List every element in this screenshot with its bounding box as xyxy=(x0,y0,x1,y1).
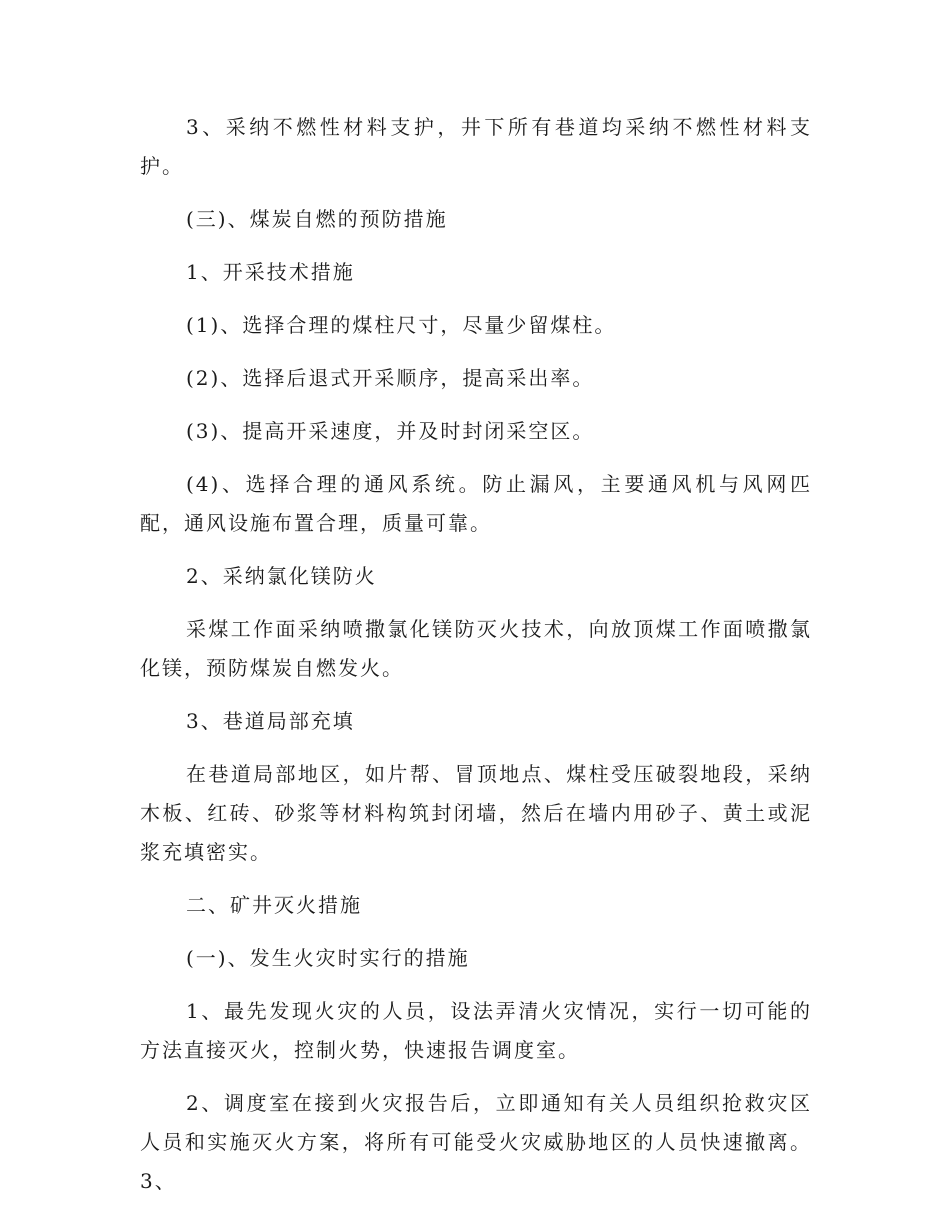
paragraph: 采煤工作面采纳喷撒氯化镁防灭火技术，向放顶煤工作面喷撒氯化镁，预防煤炭自燃发火。 xyxy=(140,617,812,680)
list-item: (1)、选择合理的煤柱尺寸，尽量少留煤柱。 xyxy=(186,313,617,337)
document-body xyxy=(140,108,812,1201)
subsection-heading: 1、开采技术措施 xyxy=(186,260,355,284)
section-heading: (一)、发生火灾时实行的措施 xyxy=(186,946,470,970)
list-item: 2、调度室在接到火灾报告后，立即通知有关人员组织抢救灾区人员和实施灭火方案，将所有可能受火灾威胁地区的人员快速撤离。3、 xyxy=(140,1091,812,1193)
list-item: (2)、选择后退式开采顺序，提高采出率。 xyxy=(186,366,595,390)
subsection-heading: 2、采纳氯化镁防火 xyxy=(186,564,377,588)
paragraph: 3、采纳不燃性材料支护，井下所有巷道均采纳不燃性材料支护。 xyxy=(140,115,812,178)
list-item: (4)、选择合理的通风系统。防止漏风，主要通风机与风网匹配，通风设施布置合理，质量可靠。 xyxy=(140,472,812,535)
paragraph: 在巷道局部地区，如片帮、冒顶地点、煤柱受压破裂地段，采纳木板、红砖、砂浆等材料构筑封闭墙，然后在墙内用砂子、黄土或泥浆充填密实。 xyxy=(140,762,812,864)
section-heading: (三)、煤炭自燃的预防措施 xyxy=(186,207,448,231)
section-heading: 二、矿井灭火措施 xyxy=(186,893,362,917)
subsection-heading: 3、巷道局部充填 xyxy=(186,709,355,733)
list-item: (3)、提高开采速度，并及时封闭采空区。 xyxy=(186,419,595,443)
list-item: 1、最先发现火灾的人员，设法弄清火灾情况，实行一切可能的方法直接灭火，控制火势，快速报告调度室。 xyxy=(140,999,812,1062)
